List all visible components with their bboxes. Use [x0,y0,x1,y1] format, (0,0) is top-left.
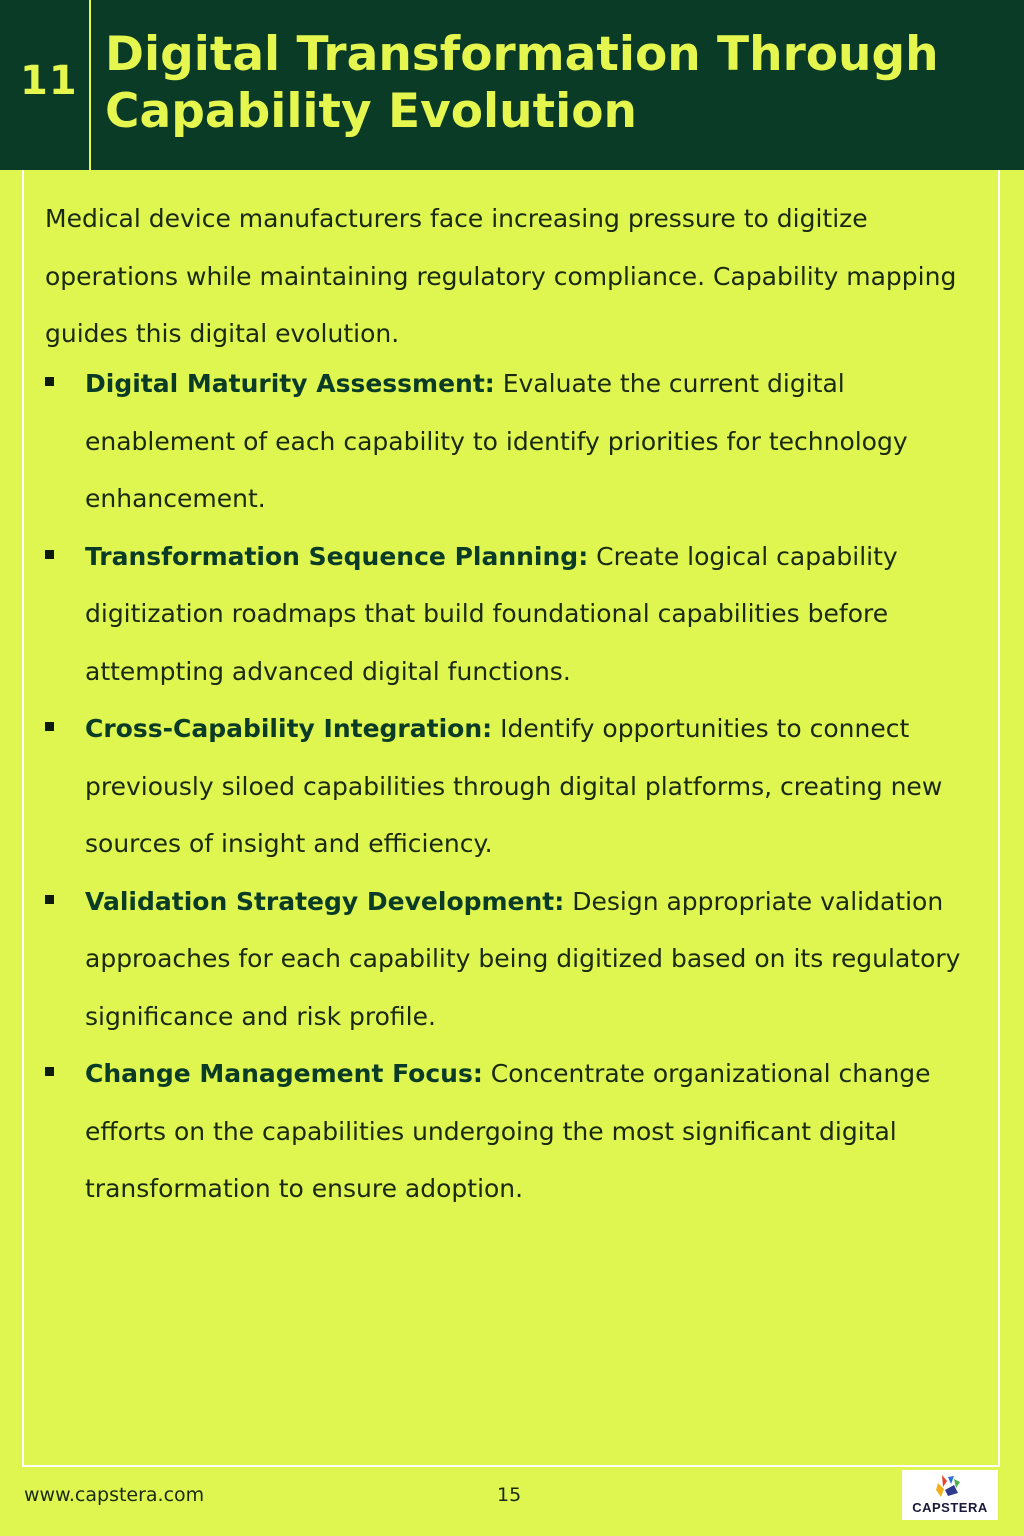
capstera-logo-icon [932,1473,966,1499]
page-title-line1: Digital Transformation Through [105,27,939,82]
square-bullet-icon [45,722,54,731]
intro-paragraph: Medical device manufacturers face increasing pressure to digitize operations while maintaining regulatory compliance. Capability mapping guides this digital evolution. [45,204,957,348]
bullet-term: Digital Maturity Assessment: [85,369,495,398]
bullet-term: Cross-Capability Integration: [85,714,493,743]
square-bullet-icon [45,550,54,559]
bullet-list [45,355,975,1218]
logo-wordmark: CAPSTERA [912,1500,988,1515]
bullet-text: Identify opportunities to connect previously siloed capabilities through digital platforms, creating new sources of insight and efficiency. [85,714,943,858]
bullet-item [45,1045,975,1218]
section-number: 11 [20,58,78,104]
bullet-term: Transformation Sequence Planning: [85,541,589,571]
bullet-text: Create logical capability digitization roadmaps that build foundational capabilities before attempting advanced digital functions. [85,541,898,686]
bullet-text: Concentrate organizational change efforts on the capabilities undergoing the most significant digital transformation to ensure adoption. [85,1059,931,1203]
page-number: 15 [497,1484,522,1506]
square-bullet-icon [45,377,54,386]
header-divider [89,0,91,170]
capstera-logo [902,1470,998,1520]
square-bullet-icon [45,895,54,904]
bullet-item [45,528,975,701]
bullet-term: Change Management Focus: [85,1059,483,1088]
bullet-item [45,873,975,1046]
bullet-text: Design appropriate validation approaches for each capability being digitized based on its regulatory significance and risk profile. [85,886,961,1031]
square-bullet-icon [45,1067,54,1076]
bullet-term: Validation Strategy Development: [85,886,565,916]
page-title [105,26,1005,140]
footer-website-link[interactable]: www.capstera.com [24,1484,205,1506]
bullet-text: Evaluate the current digital enablement of each capability to identify priorities for technology enhancement. [85,369,908,513]
bullet-item [45,700,975,873]
page-header [0,0,1024,170]
bullet-item [45,355,975,528]
page-title-line2: Capability Evolution [105,84,637,139]
